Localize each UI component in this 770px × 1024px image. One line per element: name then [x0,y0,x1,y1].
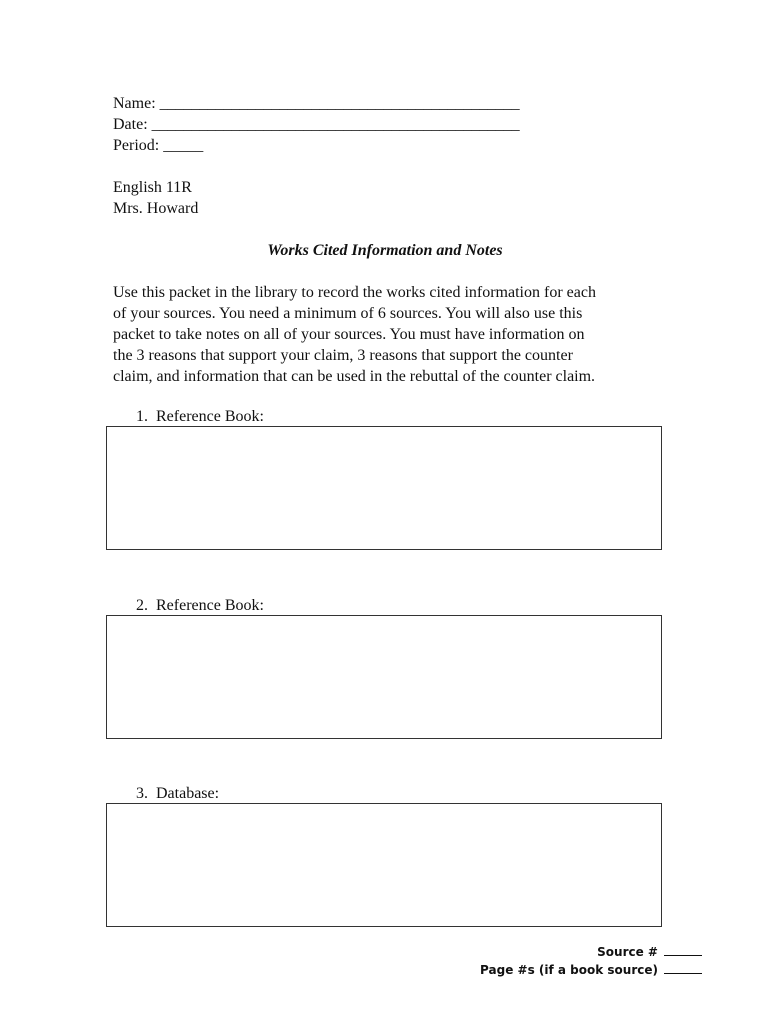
instructions-line: of your sources. You need a minimum of 6 sources. You will also use this [113,305,583,322]
source-number-label: Source # [597,945,658,959]
notes-box-1[interactable] [106,426,662,550]
source-number-field[interactable] [597,944,702,960]
item-label-reference-book-1: 1. Reference Book: [136,408,264,425]
teacher-name: Mrs. Howard [113,200,199,217]
instructions-line: packet to take notes on all of your sources. You must have information on [113,326,585,343]
item-label-database: 3. Database: [136,785,220,802]
date-field-line[interactable]: Date: ______________________________________________ [113,116,520,133]
name-field-line[interactable]: Name: _____________________________________________ [113,95,520,112]
course-name: English 11R [113,179,192,196]
page-numbers-field[interactable] [480,962,702,978]
item-label-reference-book-2: 2. Reference Book: [136,597,264,614]
notes-box-3[interactable] [106,803,662,927]
source-number-blank[interactable] [664,944,702,956]
instructions-line: the 3 reasons that support your claim, 3 reasons that support the counter [113,347,573,364]
instructions-line: Use this packet in the library to record the works cited information for each [113,284,596,301]
notes-box-2[interactable] [106,615,662,739]
instructions-paragraph [113,282,673,387]
instructions-line: claim, and information that can be used in the rebuttal of the counter claim. [113,368,596,385]
page-numbers-blank[interactable] [664,962,702,974]
period-field-line[interactable]: Period: _____ [113,137,204,154]
page-numbers-label: Page #s (if a book source) [480,963,658,977]
document-title: Works Cited Information and Notes [267,242,503,259]
